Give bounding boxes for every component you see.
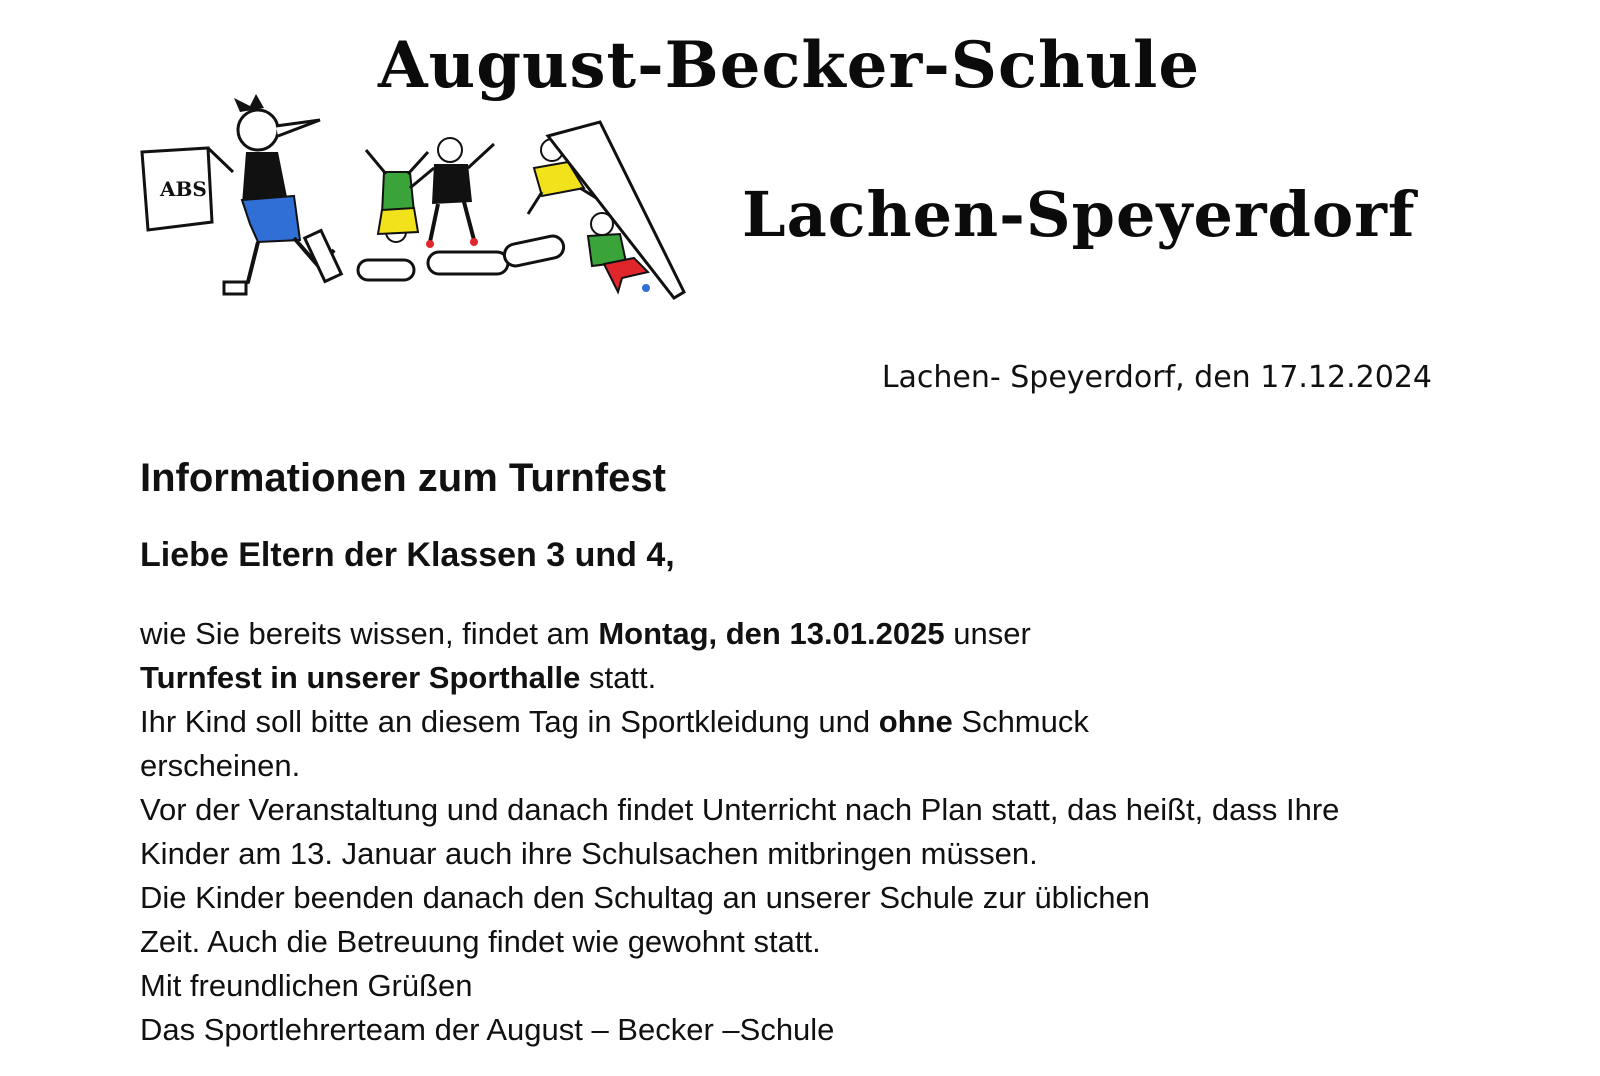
body-line-3 <box>140 700 1470 744</box>
school-logo-illustration <box>138 92 698 322</box>
body-line-4: erscheinen. <box>140 748 301 783</box>
letter-title: Informationen zum Turnfest <box>140 456 666 500</box>
letterhead <box>0 0 1600 330</box>
body-line-7: Die Kinder beenden danach den Schultag an unserer Schule zur üblichen <box>140 880 1150 915</box>
letter-body <box>140 612 1470 1052</box>
letter-salutation: Liebe Eltern der Klassen 3 und 4, <box>140 536 675 574</box>
school-place: Lachen-Speyerdorf <box>742 178 1416 251</box>
body-text-span: Schmuck <box>952 704 1089 739</box>
flag-icon <box>142 148 233 230</box>
closing-greeting: Mit freundlichen Grüßen <box>140 968 473 1003</box>
signature-line: Das Sportlehrerteam der August – Becker –Schule <box>140 1012 835 1047</box>
child-figure-green-icon <box>366 150 428 242</box>
ohne-emphasis: ohne <box>878 704 953 739</box>
event-date-emphasis: Montag, den 13.01.2025 <box>598 616 945 651</box>
body-text-span: wie Sie bereits wissen, findet am <box>140 616 599 651</box>
event-location-emphasis: Turnfest in unserer Sporthalle <box>140 660 581 695</box>
flag-monogram: ABS <box>160 177 207 201</box>
letter-date-line: Lachen- Speyerdorf, den 17.12.2024 <box>881 360 1432 395</box>
body-text-span: unser <box>944 616 1031 651</box>
body-text-span: statt. <box>580 660 657 695</box>
body-line-6: Kinder am 13. Januar auch ihre Schulsachen mitbringen müssen. <box>140 836 1038 871</box>
runner-figure-icon <box>224 94 341 294</box>
body-line-8: Zeit. Auch die Betreuung findet wie gewohnt statt. <box>140 924 821 959</box>
body-text-span: Ihr Kind soll bitte an diesem Tag in Sportkleidung und <box>140 704 879 739</box>
body-line-2 <box>140 656 1470 700</box>
child-figure-black-icon <box>410 138 494 248</box>
body-line-5: Vor der Veranstaltung und danach findet Unterricht nach Plan statt, das heißt, dass Ihre <box>140 792 1340 827</box>
school-name: August-Becker-Schule <box>378 28 1201 103</box>
body-line-1 <box>140 612 1470 656</box>
